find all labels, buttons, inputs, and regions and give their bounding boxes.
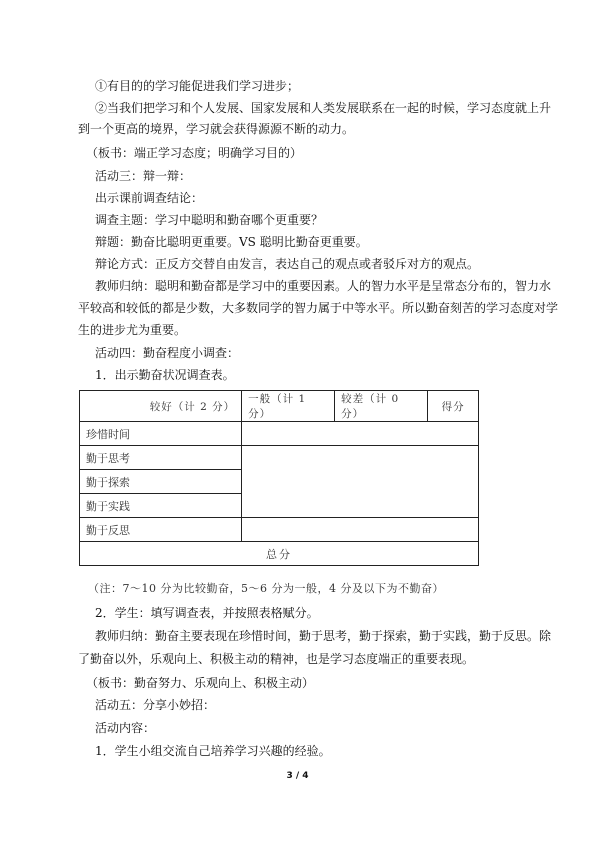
table-row [80, 518, 479, 542]
paragraph: 平较高和较低的都是少数，大多数同学的智力属于中等水平。所以勤奋刻苦的学习态度对学 [78, 301, 559, 315]
paragraph: 活动内容： [95, 721, 156, 735]
table-header-cell: 得分 [428, 391, 479, 422]
table-header-cell [80, 391, 242, 422]
table-cell [242, 518, 479, 542]
paragraph: 辩论方式：正反方交替自由发言，表达自己的观点或者驳斥对方的观点。 [95, 257, 480, 271]
paragraph: 1．学生小组交流自己培养学习兴趣的经验。 [95, 744, 331, 758]
row-label: 勤于反思 [80, 518, 242, 542]
page-number: 3 / 4 [286, 771, 309, 781]
paragraph: 辩题：勤奋比聪明更重要。VS 聪明比勤奋更重要。 [95, 235, 368, 249]
diligence-survey-table [79, 390, 479, 566]
board-note: （板书：端正学习态度；明确学习目的） [86, 146, 303, 160]
table-row [80, 422, 479, 446]
paragraph: 出示课前调查结论： [95, 191, 204, 205]
row-label: 勤于实践 [80, 494, 242, 518]
paragraph: 调查主题：学习中聪明和勤奋哪个更重要？ [95, 213, 324, 227]
paragraph: ①有目的的学习能促进我们学习进步； [95, 79, 300, 93]
total-label: 总分 [80, 542, 479, 566]
table-header-cell: 一般（计 1 分） [242, 391, 335, 422]
paragraph: 到一个更高的境界，学习就会获得源源不断的动力。 [78, 122, 355, 136]
table-cell [242, 422, 479, 446]
activity-heading: 活动三：辩一辩： [95, 169, 192, 183]
header-good: 较好（计 2 分） [149, 400, 236, 413]
paragraph: 教师归纳：勤奋主要表现在珍惜时间，勤于思考，勤于探索，勤于实践，勤于反思。除 [95, 629, 552, 643]
activity-heading: 活动四：勤奋程度小调查： [95, 346, 240, 360]
row-label: 勤于探索 [80, 470, 242, 494]
table-header-cell: 较差（计 0 分） [335, 391, 428, 422]
table-cell [242, 446, 479, 518]
table-header-row [80, 391, 479, 422]
activity-heading: 活动五：分享小妙招： [95, 698, 216, 712]
scoring-note: （注：7～10 分为比较勤奋，5～6 分为一般，4 分及以下为不勤奋） [88, 582, 444, 595]
row-label: 勤于思考 [80, 446, 242, 470]
table-total-row [80, 542, 479, 566]
paragraph: ②当我们把学习和个人发展、国家发展和人类发展联系在一起的时候，学习态度就上升 [95, 101, 552, 115]
paragraph: 了勤奋以外，乐观向上、积极主动的精神，也是学习态度端正的重要表现。 [78, 652, 475, 666]
paragraph: 1．出示勤奋状况调查表。 [95, 368, 235, 382]
board-note: （板书：勤奋努力、乐观向上、积极主动） [86, 676, 315, 690]
paragraph: 生的进步尤为重要。 [78, 323, 187, 337]
table-row [80, 446, 479, 470]
row-label: 珍惜时间 [80, 422, 242, 446]
paragraph: 教师归纳：聪明和勤奋都是学习中的重要因素。人的智力水平是呈常态分布的，智力水 [95, 279, 552, 293]
paragraph: 2．学生：填写调查表，并按照表格赋分。 [95, 606, 319, 620]
